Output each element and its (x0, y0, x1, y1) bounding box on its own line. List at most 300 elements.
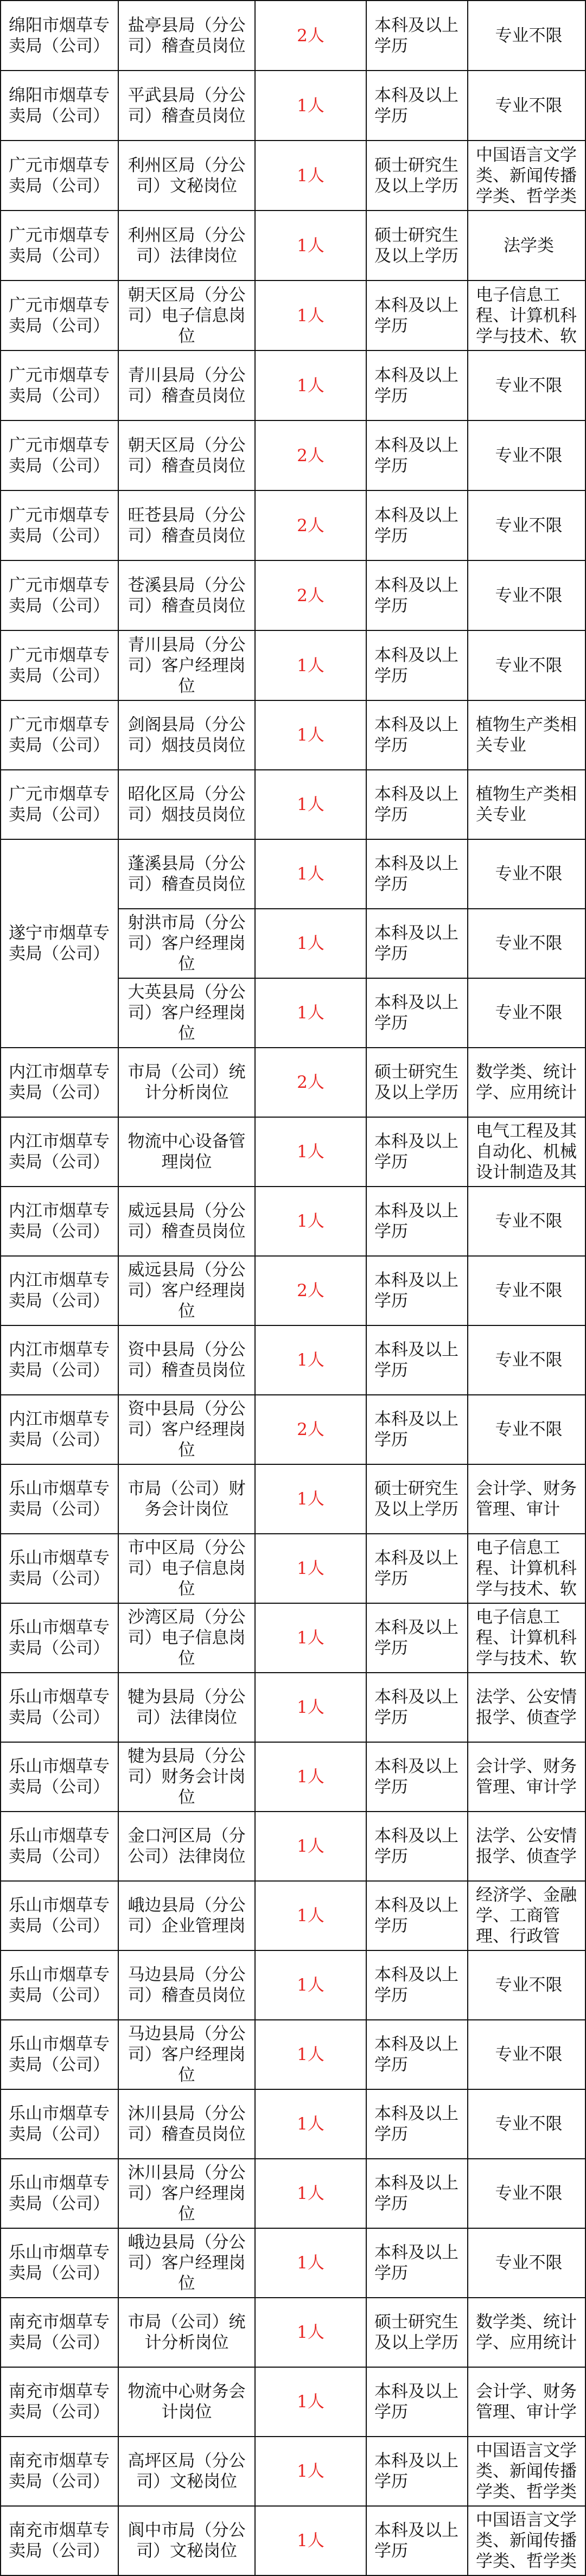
education-cell-text: 本科及以上学历 (374, 1132, 458, 1172)
education-cell (366, 490, 468, 560)
unit-cell-text: 内江市烟草专卖局（公司） (9, 1271, 110, 1311)
education-cell-text: 本科及以上学历 (374, 1410, 458, 1450)
unit-cell (1, 1325, 118, 1395)
major-cell-text: 会计学、财务管理、审计 (476, 1479, 577, 1519)
major-cell (468, 2159, 585, 2228)
headcount-cell-text: 1人 (297, 864, 324, 884)
major-cell (468, 2506, 585, 2575)
education-cell (366, 1881, 468, 1950)
post-cell-text: 金口河区局（分公司）法律岗位 (128, 1826, 246, 1866)
major-cell (468, 280, 585, 350)
table-row (1, 280, 585, 350)
major-cell-text: 中国语言文学类、新闻传播学类、哲学类 (476, 2510, 577, 2571)
headcount-cell-text: 1人 (297, 305, 324, 326)
headcount-cell-text: 1人 (297, 2323, 324, 2342)
table-row (1, 1603, 585, 1673)
post-cell-text: 市中区局（分公司）电子信息岗位 (128, 1538, 246, 1599)
major-cell-text: 植物生产类相关专业 (476, 785, 577, 825)
table-row (1, 2298, 585, 2367)
table-row (1, 2367, 585, 2437)
table-row (1, 700, 585, 770)
post-cell (118, 1325, 255, 1395)
education-cell-text: 本科及以上学历 (374, 1965, 458, 2005)
education-cell (366, 1256, 468, 1325)
major-cell (468, 2437, 585, 2506)
unit-cell (1, 211, 118, 280)
post-cell-text: 资中县局（分公司）稽查员岗位 (128, 1340, 246, 1380)
headcount-cell-text: 1人 (297, 375, 324, 396)
unit-cell-text: 乐山市烟草专卖局（公司） (9, 2035, 110, 2075)
unit-cell (1, 770, 118, 839)
headcount-cell (255, 211, 366, 280)
post-cell (118, 1256, 255, 1325)
major-cell (468, 211, 585, 280)
post-cell (118, 1, 255, 71)
table-row (1, 1256, 585, 1325)
major-cell-text: 专业不限 (495, 655, 563, 675)
major-cell-text: 专业不限 (495, 445, 563, 466)
major-cell (468, 1673, 585, 1742)
unit-cell (1, 1812, 118, 1881)
major-cell-text: 法学、公安情报学、侦查学 (476, 1687, 577, 1727)
table-row (1, 211, 585, 280)
major-cell-text: 专业不限 (495, 1420, 563, 1439)
headcount-cell-text: 1人 (297, 2253, 324, 2273)
post-cell (118, 909, 255, 978)
major-cell (468, 1187, 585, 1256)
unit-cell (1, 350, 118, 420)
unit-cell (1, 2159, 118, 2228)
education-cell-text: 本科及以上学历 (374, 785, 458, 825)
table-row (1, 71, 585, 141)
unit-cell-text: 广元市烟草专卖局（公司） (9, 575, 110, 616)
major-cell-text: 专业不限 (495, 2253, 563, 2273)
table-row (1, 1950, 585, 2020)
education-cell-text: 本科及以上学历 (374, 1271, 458, 1311)
unit-cell-text: 南充市烟草专卖局（公司） (9, 2451, 110, 2491)
education-cell (366, 2228, 468, 2298)
post-cell-text: 青川县局（分公司）客户经理岗位 (128, 635, 246, 696)
unit-cell (1, 141, 118, 211)
education-cell-text: 本科及以上学历 (374, 85, 458, 126)
table-row (1, 141, 585, 211)
unit-cell-text: 乐山市烟草专卖局（公司） (9, 1618, 110, 1658)
education-cell-text: 本科及以上学历 (374, 1548, 458, 1589)
post-cell (118, 700, 255, 770)
education-cell-text: 本科及以上学历 (374, 295, 458, 336)
headcount-cell (255, 1048, 366, 1117)
headcount-cell (255, 490, 366, 560)
education-cell (366, 141, 468, 211)
headcount-cell (255, 280, 366, 350)
headcount-cell (255, 1187, 366, 1256)
headcount-cell (255, 2020, 366, 2089)
table-row (1, 1187, 585, 1256)
major-cell (468, 1881, 585, 1950)
major-cell (468, 909, 585, 978)
major-cell-text: 专业不限 (495, 2184, 563, 2203)
headcount-cell (255, 1950, 366, 2020)
post-cell (118, 560, 255, 630)
table-row (1, 350, 585, 420)
headcount-cell (255, 420, 366, 490)
education-cell (366, 839, 468, 909)
education-cell-text: 本科及以上学历 (374, 2521, 458, 2561)
headcount-cell-text: 1人 (297, 2392, 324, 2412)
unit-cell-text: 乐山市烟草专卖局（公司） (9, 2243, 110, 2283)
major-cell (468, 1395, 585, 1464)
post-cell-text: 剑阁县局（分公司）烟技员岗位 (128, 715, 246, 755)
headcount-cell-text: 1人 (297, 165, 324, 186)
unit-cell-text: 广元市烟草专卖局（公司） (9, 155, 110, 196)
major-cell (468, 2089, 585, 2159)
post-cell (118, 211, 255, 280)
post-cell-text: 沐川县局（分公司）客户经理岗位 (128, 2163, 246, 2224)
headcount-cell (255, 630, 366, 700)
post-cell (118, 978, 255, 1048)
education-cell (366, 1950, 468, 2020)
major-cell-text: 专业不限 (495, 25, 563, 46)
education-cell-text: 硕士研究生及以上学历 (374, 155, 458, 196)
post-cell (118, 420, 255, 490)
headcount-cell (255, 700, 366, 770)
headcount-cell-text: 1人 (297, 235, 324, 256)
headcount-cell-text: 1人 (297, 1628, 324, 1648)
headcount-cell-text: 1人 (297, 1559, 324, 1578)
unit-cell (1, 630, 118, 700)
table-row (1, 1742, 585, 1812)
headcount-cell-text: 2人 (297, 1073, 324, 1092)
major-cell-text: 数学类、统计学、应用统计 (476, 2312, 577, 2352)
headcount-cell (255, 978, 366, 1048)
unit-cell-text: 遂宁市烟草专卖局（公司） (9, 923, 110, 964)
post-cell-text: 平武县局（分公司）稽查员岗位 (128, 85, 246, 126)
major-cell (468, 420, 585, 490)
unit-cell (1, 2020, 118, 2089)
unit-cell-text: 乐山市烟草专卖局（公司） (9, 1826, 110, 1866)
unit-cell (1, 71, 118, 141)
major-cell-text: 法学类 (504, 235, 554, 256)
major-cell-text: 植物生产类相关专业 (476, 715, 577, 755)
major-cell (468, 350, 585, 420)
major-cell-text: 法学、公安情报学、侦查学 (476, 1826, 577, 1866)
post-cell (118, 1950, 255, 2020)
major-cell-text: 专业不限 (495, 934, 563, 953)
post-cell-text: 威远县局（分公司）客户经理岗位 (128, 1260, 246, 1321)
education-cell (366, 2437, 468, 2506)
major-cell (468, 2367, 585, 2437)
education-cell-text: 硕士研究生及以上学历 (374, 1479, 458, 1519)
headcount-cell (255, 1464, 366, 1534)
education-cell (366, 700, 468, 770)
education-cell-text: 本科及以上学历 (374, 1826, 458, 1866)
major-cell (468, 978, 585, 1048)
unit-cell (1, 1395, 118, 1464)
table-row (1, 1812, 585, 1881)
unit-cell (1, 2298, 118, 2367)
education-cell (366, 2367, 468, 2437)
table-row (1, 770, 585, 839)
major-cell (468, 839, 585, 909)
headcount-cell-text: 1人 (297, 1698, 324, 1717)
post-cell (118, 2020, 255, 2089)
major-cell (468, 71, 585, 141)
headcount-cell (255, 2089, 366, 2159)
headcount-cell (255, 770, 366, 839)
major-cell-text: 电气工程及其自动化、机械设计制造及其 (476, 1121, 577, 1182)
headcount-cell-text: 1人 (297, 2114, 324, 2134)
post-cell (118, 350, 255, 420)
major-cell-text: 经济学、金融学、工商管理、行政管 (476, 1885, 577, 1946)
unit-cell-text: 南充市烟草专卖局（公司） (9, 2382, 110, 2422)
education-cell-text: 本科及以上学历 (374, 15, 458, 56)
education-cell-text: 本科及以上学历 (374, 505, 458, 546)
headcount-cell-text: 2人 (297, 585, 324, 605)
education-cell (366, 1117, 468, 1187)
education-cell (366, 1325, 468, 1395)
headcount-cell-text: 1人 (297, 1142, 324, 1162)
major-cell-text: 专业不限 (495, 95, 563, 116)
headcount-cell-text: 1人 (297, 1837, 324, 1856)
unit-cell-text: 内江市烟草专卖局（公司） (9, 1410, 110, 1450)
post-cell-text: 市局（公司）统计分析岗位 (128, 2312, 246, 2352)
unit-cell (1, 2506, 118, 2575)
unit-cell (1, 1742, 118, 1812)
major-cell-text: 专业不限 (495, 1350, 563, 1370)
post-cell-text: 资中县局（分公司）客户经理岗位 (128, 1399, 246, 1460)
post-cell-text: 利州区局（分公司）文秘岗位 (128, 155, 246, 196)
unit-cell-text: 广元市烟草专卖局（公司） (9, 435, 110, 476)
post-cell-text: 高坪区局（分公司）文秘岗位 (128, 2451, 246, 2491)
major-cell (468, 1256, 585, 1325)
headcount-cell-text: 1人 (297, 2184, 324, 2203)
major-cell-text: 专业不限 (495, 585, 563, 605)
headcount-cell (255, 560, 366, 630)
post-cell (118, 1395, 255, 1464)
education-cell (366, 2020, 468, 2089)
headcount-cell-text: 2人 (297, 1420, 324, 1439)
table-row (1, 1048, 585, 1117)
post-cell (118, 1881, 255, 1950)
unit-cell (1, 700, 118, 770)
post-cell (118, 1464, 255, 1534)
headcount-cell-text: 1人 (297, 1003, 324, 1023)
post-cell (118, 1742, 255, 1812)
post-cell-text: 射洪市局（分公司）客户经理岗位 (128, 913, 246, 974)
post-cell-text: 峨边县局（分公司）企业管理岗 (128, 1896, 246, 1936)
headcount-cell-text: 2人 (297, 1281, 324, 1300)
unit-cell-text: 乐山市烟草专卖局（公司） (9, 1757, 110, 1797)
major-cell (468, 1603, 585, 1673)
headcount-cell (255, 1881, 366, 1950)
major-cell-text: 专业不限 (495, 1003, 563, 1023)
education-cell (366, 630, 468, 700)
post-cell-text: 阆中市局（分公司）文秘岗位 (128, 2521, 246, 2561)
major-cell (468, 141, 585, 211)
education-cell-text: 本科及以上学历 (374, 2104, 458, 2144)
unit-cell (1, 1117, 118, 1187)
major-cell (468, 1, 585, 71)
post-cell-text: 犍为县局（分公司）法律岗位 (128, 1687, 246, 1727)
post-cell (118, 630, 255, 700)
education-cell (366, 2298, 468, 2367)
unit-cell (1, 420, 118, 490)
major-cell (468, 1534, 585, 1603)
major-cell-text: 电子信息工程、计算机科学与技术、软 (476, 1608, 577, 1668)
education-cell (366, 211, 468, 280)
unit-cell-text: 乐山市烟草专卖局（公司） (9, 1548, 110, 1589)
post-cell (118, 2437, 255, 2506)
headcount-cell (255, 1, 366, 71)
table-row (1, 560, 585, 630)
education-cell (366, 2506, 468, 2575)
education-cell-text: 本科及以上学历 (374, 2451, 458, 2491)
major-cell-text: 电子信息工程、计算机科学与技术、软 (476, 285, 577, 346)
table-row (1, 1395, 585, 1464)
unit-cell (1, 1603, 118, 1673)
headcount-cell (255, 2228, 366, 2298)
major-cell (468, 2298, 585, 2367)
education-cell-text: 本科及以上学历 (374, 2173, 458, 2214)
table-row (1, 2020, 585, 2089)
table-row (1, 2506, 585, 2575)
table-row (1, 1, 585, 71)
major-cell-text: 中国语言文学类、新闻传播学类、哲学类 (476, 2441, 577, 2502)
post-cell (118, 770, 255, 839)
unit-cell (1, 1, 118, 71)
table-row (1, 1534, 585, 1603)
education-cell (366, 1395, 468, 1464)
education-cell-text: 本科及以上学历 (374, 575, 458, 616)
headcount-cell (255, 1117, 366, 1187)
post-cell-text: 马边县局（分公司）客户经理岗位 (128, 2024, 246, 2085)
unit-cell (1, 1464, 118, 1534)
education-cell (366, 1, 468, 71)
education-cell-text: 本科及以上学历 (374, 1757, 458, 1797)
education-cell-text: 本科及以上学历 (374, 923, 458, 964)
major-cell-text: 专业不限 (495, 1975, 563, 1995)
education-cell-text: 本科及以上学历 (374, 715, 458, 755)
education-cell-text: 本科及以上学历 (374, 435, 458, 476)
headcount-cell (255, 2159, 366, 2228)
education-cell (366, 2159, 468, 2228)
post-cell (118, 71, 255, 141)
unit-cell-text: 广元市烟草专卖局（公司） (9, 645, 110, 686)
headcount-cell-text: 1人 (297, 1767, 324, 1787)
unit-cell-text: 南充市烟草专卖局（公司） (9, 2521, 110, 2561)
education-cell-text: 硕士研究生及以上学历 (374, 225, 458, 266)
unit-cell-text: 南充市烟草专卖局（公司） (9, 2312, 110, 2352)
unit-cell-text: 乐山市烟草专卖局（公司） (9, 1687, 110, 1727)
headcount-cell (255, 2437, 366, 2506)
post-cell-text: 旺苍县局（分公司）稽查员岗位 (128, 505, 246, 546)
unit-cell (1, 2228, 118, 2298)
education-cell-text: 本科及以上学历 (374, 2035, 458, 2075)
major-cell (468, 1464, 585, 1534)
table-row (1, 2089, 585, 2159)
headcount-cell-text: 1人 (297, 1906, 324, 1925)
post-cell (118, 2089, 255, 2159)
headcount-cell (255, 1603, 366, 1673)
major-cell (468, 1048, 585, 1117)
unit-cell-text: 广元市烟草专卖局（公司） (9, 295, 110, 336)
education-cell (366, 1673, 468, 1742)
education-cell-text: 本科及以上学历 (374, 365, 458, 406)
post-cell-text: 市局（公司）财务会计岗位 (128, 1479, 246, 1519)
education-cell (366, 978, 468, 1048)
major-cell (468, 1812, 585, 1881)
post-cell-text: 峨边县局（分公司）客户经理岗位 (128, 2233, 246, 2293)
post-cell-text: 大英县局（分公司）客户经理岗位 (128, 983, 246, 1043)
post-cell (118, 839, 255, 909)
headcount-cell-text: 1人 (297, 2531, 324, 2551)
headcount-cell-text: 1人 (297, 2045, 324, 2064)
table-row (1, 1464, 585, 1534)
education-cell-text: 本科及以上学历 (374, 1618, 458, 1658)
unit-cell-text: 绵阳市烟草专卖局（公司） (9, 15, 110, 56)
education-cell-text: 硕士研究生及以上学历 (374, 1062, 458, 1102)
headcount-cell (255, 141, 366, 211)
post-cell-text: 苍溪县局（分公司）稽查员岗位 (128, 575, 246, 616)
education-cell-text: 本科及以上学历 (374, 1896, 458, 1936)
post-cell (118, 1673, 255, 1742)
unit-cell (1, 1673, 118, 1742)
post-cell (118, 490, 255, 560)
major-cell (468, 2228, 585, 2298)
education-cell-text: 本科及以上学历 (374, 854, 458, 894)
major-cell (468, 1950, 585, 2020)
post-cell-text: 马边县局（分公司）稽查员岗位 (128, 1965, 246, 2005)
unit-cell (1, 2367, 118, 2437)
major-cell-text: 专业不限 (495, 2114, 563, 2134)
major-cell-text: 数学类、统计学、应用统计 (476, 1062, 577, 1102)
unit-cell-text: 乐山市烟草专卖局（公司） (9, 1965, 110, 2005)
headcount-cell-text: 1人 (297, 795, 324, 814)
unit-cell (1, 1256, 118, 1325)
unit-cell-text: 乐山市烟草专卖局（公司） (9, 2104, 110, 2144)
unit-cell-text: 内江市烟草专卖局（公司） (9, 1132, 110, 1172)
post-cell-text: 利州区局（分公司）法律岗位 (128, 225, 246, 266)
post-cell (118, 2367, 255, 2437)
table-row (1, 490, 585, 560)
table-row (1, 630, 585, 700)
post-cell-text: 犍为县局（分公司）财务会计岗位 (128, 1746, 246, 1807)
post-cell (118, 2298, 255, 2367)
headcount-cell (255, 839, 366, 909)
headcount-cell-text: 1人 (297, 1212, 324, 1231)
table-row (1, 2228, 585, 2298)
post-cell-text: 物流中心财务会计岗位 (128, 2382, 246, 2422)
headcount-cell (255, 2298, 366, 2367)
major-cell (468, 770, 585, 839)
post-cell-text: 威远县局（分公司）稽查员岗位 (128, 1201, 246, 1241)
unit-cell (1, 1881, 118, 1950)
education-cell (366, 560, 468, 630)
post-cell (118, 280, 255, 350)
headcount-cell-text: 1人 (297, 2462, 324, 2481)
major-cell (468, 560, 585, 630)
unit-cell-text: 广元市烟草专卖局（公司） (9, 365, 110, 406)
education-cell (366, 1812, 468, 1881)
headcount-cell (255, 1673, 366, 1742)
unit-cell-text: 乐山市烟草专卖局（公司） (9, 1479, 110, 1519)
unit-cell (1, 1048, 118, 1117)
headcount-cell (255, 350, 366, 420)
post-cell (118, 1187, 255, 1256)
education-cell (366, 1742, 468, 1812)
education-cell (366, 420, 468, 490)
headcount-cell-text: 1人 (297, 1350, 324, 1370)
